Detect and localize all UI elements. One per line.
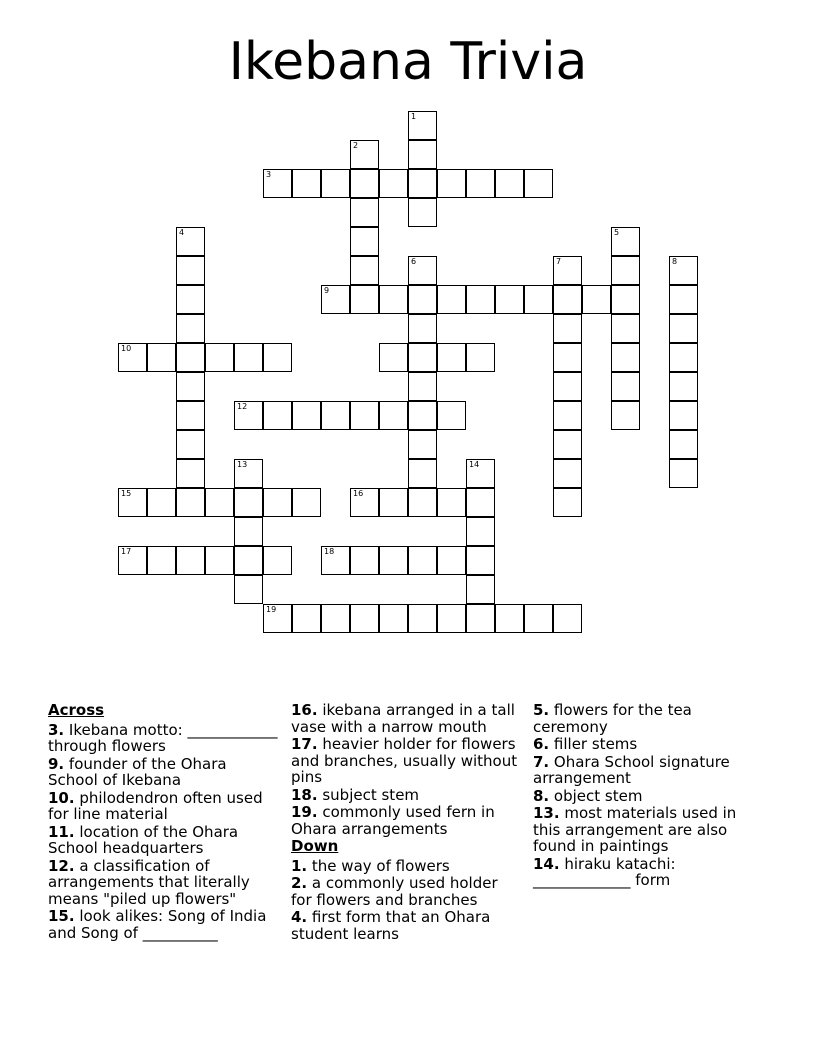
grid-cell[interactable]: [205, 343, 234, 372]
grid-cell[interactable]: [118, 546, 147, 575]
grid-cell[interactable]: [205, 546, 234, 575]
clue-across-11: 11. location of the Ohara School headquarters: [48, 822, 239, 857]
grid-cell[interactable]: [234, 488, 263, 517]
grid-cell[interactable]: [234, 575, 263, 604]
clue-down-7: 7. Ohara School signature arrangement: [533, 752, 730, 787]
grid-cell[interactable]: [437, 285, 466, 314]
grid-cell[interactable]: [147, 546, 176, 575]
clue-down-2: 2. a commonly used holder for flowers and branches: [291, 874, 498, 909]
grid-cell[interactable]: [408, 546, 437, 575]
grid-cell[interactable]: [524, 285, 553, 314]
grid-cell[interactable]: [321, 169, 350, 198]
clue-across-16: 16. ikebana arranged in a tall vase with a narrow mouth: [291, 701, 515, 736]
grid-cell[interactable]: [669, 343, 698, 372]
grid-cell[interactable]: [147, 343, 176, 372]
grid-cell[interactable]: [234, 546, 263, 575]
grid-cell[interactable]: [176, 227, 205, 256]
grid-cell[interactable]: [408, 459, 437, 488]
grid-cell[interactable]: [118, 343, 147, 372]
grid-cell[interactable]: [437, 604, 466, 633]
grid-cell[interactable]: [234, 401, 263, 430]
grid-cell[interactable]: [553, 488, 582, 517]
cell-number: 10: [121, 344, 132, 353]
grid-cell[interactable]: [350, 198, 379, 227]
grid-cell[interactable]: [669, 430, 698, 459]
cell-number: 3: [266, 170, 272, 179]
grid-cell[interactable]: [524, 169, 553, 198]
grid-cell[interactable]: [263, 488, 292, 517]
grid-cell[interactable]: [263, 604, 292, 633]
grid-cell[interactable]: [350, 488, 379, 517]
grid-cell[interactable]: [321, 401, 350, 430]
clue-down-1: 1. the way of flowers: [291, 856, 450, 875]
cell-number: 2: [353, 141, 359, 150]
grid-cell[interactable]: [379, 488, 408, 517]
grid-cell[interactable]: [176, 546, 205, 575]
grid-cell[interactable]: [379, 604, 408, 633]
grid-cell[interactable]: [321, 285, 350, 314]
down-heading: Down: [291, 837, 339, 855]
grid-cell[interactable]: [611, 401, 640, 430]
grid-cell[interactable]: [553, 430, 582, 459]
grid-cell[interactable]: [234, 517, 263, 546]
grid-cell[interactable]: [669, 256, 698, 285]
grid-cell[interactable]: [234, 459, 263, 488]
grid-cell[interactable]: [379, 546, 408, 575]
grid-cell[interactable]: [147, 488, 176, 517]
cell-number: 5: [614, 228, 620, 237]
grid-cell[interactable]: [669, 285, 698, 314]
grid-cell[interactable]: [669, 372, 698, 401]
grid-cell[interactable]: [176, 285, 205, 314]
grid-cell[interactable]: [176, 401, 205, 430]
grid-cell[interactable]: [553, 256, 582, 285]
page-title: Ikebana Trivia: [228, 32, 588, 92]
grid-cell[interactable]: [350, 604, 379, 633]
grid-cell[interactable]: [466, 488, 495, 517]
grid-cell[interactable]: [176, 343, 205, 372]
clue-across-9: 9. founder of the Ohara School of Ikebana: [48, 754, 227, 789]
grid-cell[interactable]: [350, 256, 379, 285]
cell-number: 1: [411, 112, 417, 121]
grid-cell[interactable]: [292, 401, 321, 430]
grid-cell[interactable]: [669, 314, 698, 343]
grid-cell[interactable]: [379, 169, 408, 198]
grid-cell[interactable]: [437, 169, 466, 198]
grid-cell[interactable]: [263, 169, 292, 198]
grid-cell[interactable]: [234, 343, 263, 372]
grid-cell[interactable]: [466, 169, 495, 198]
grid-cell[interactable]: [553, 343, 582, 372]
grid-cell[interactable]: [524, 604, 553, 633]
grid-cell[interactable]: [553, 459, 582, 488]
clue-down-14: 14. hiraku katachi: _____________ form: [533, 854, 676, 889]
cell-number: 15: [121, 489, 132, 498]
grid-cell[interactable]: [553, 604, 582, 633]
grid-cell[interactable]: [466, 459, 495, 488]
grid-cell[interactable]: [611, 314, 640, 343]
grid-cell[interactable]: [408, 343, 437, 372]
grid-cell[interactable]: [408, 169, 437, 198]
grid-cell[interactable]: [437, 546, 466, 575]
clues-column-3: [533, 702, 765, 890]
clue-down-13: 13. most materials used in this arrangement are also found in paintings: [533, 804, 737, 855]
grid-cell[interactable]: [263, 546, 292, 575]
grid-cell[interactable]: [611, 343, 640, 372]
clue-down-4: 4. first form that an Ohara student learns: [291, 908, 491, 943]
grid-cell[interactable]: [350, 401, 379, 430]
grid-cell[interactable]: [176, 372, 205, 401]
grid-cell[interactable]: [582, 285, 611, 314]
grid-cell[interactable]: [553, 285, 582, 314]
clue-down-8: 8. object stem: [533, 786, 643, 805]
grid-cell[interactable]: [292, 604, 321, 633]
grid-cell[interactable]: [408, 140, 437, 169]
grid-cell[interactable]: [408, 604, 437, 633]
grid-cell[interactable]: [408, 372, 437, 401]
grid-cell[interactable]: [466, 343, 495, 372]
grid-cell[interactable]: [553, 314, 582, 343]
grid-cell[interactable]: [437, 343, 466, 372]
grid-cell[interactable]: [553, 372, 582, 401]
clues-column-2: [291, 702, 523, 943]
grid-cell[interactable]: [408, 430, 437, 459]
grid-cell[interactable]: [466, 285, 495, 314]
grid-cell[interactable]: [408, 314, 437, 343]
grid-cell[interactable]: [408, 256, 437, 285]
cell-number: 9: [324, 286, 330, 295]
grid-cell[interactable]: [408, 111, 437, 140]
cell-number: 7: [556, 257, 562, 266]
grid-cell[interactable]: [176, 314, 205, 343]
grid-cell[interactable]: [495, 604, 524, 633]
grid-cell[interactable]: [176, 488, 205, 517]
grid-cell[interactable]: [408, 198, 437, 227]
clue-across-18: 18. subject stem: [291, 785, 420, 804]
grid-cell[interactable]: [553, 401, 582, 430]
grid-cell[interactable]: [350, 546, 379, 575]
cell-number: 12: [237, 402, 248, 411]
grid-cell[interactable]: [611, 227, 640, 256]
grid-cell[interactable]: [495, 285, 524, 314]
clue-down-5: 5. flowers for the tea ceremony: [533, 701, 692, 736]
cell-number: 17: [121, 547, 132, 556]
cell-number: 6: [411, 257, 417, 266]
grid-cell[interactable]: [466, 575, 495, 604]
grid-cell[interactable]: [611, 372, 640, 401]
cell-number: 13: [237, 460, 248, 469]
grid-cell[interactable]: [408, 488, 437, 517]
grid-cell[interactable]: [669, 401, 698, 430]
grid-cell[interactable]: [292, 488, 321, 517]
grid-cell[interactable]: [350, 227, 379, 256]
grid-cell[interactable]: [321, 604, 350, 633]
grid-cell[interactable]: [176, 430, 205, 459]
grid-cell[interactable]: [669, 459, 698, 488]
clue-across-10: 10. philodendron often used for line material: [48, 788, 263, 823]
grid-cell[interactable]: [321, 546, 350, 575]
grid-cell[interactable]: [611, 256, 640, 285]
grid-cell[interactable]: [350, 140, 379, 169]
cell-number: 16: [353, 489, 364, 498]
grid-cell[interactable]: [263, 401, 292, 430]
cell-number: 18: [324, 547, 335, 556]
grid-cell[interactable]: [379, 343, 408, 372]
grid-cell[interactable]: [611, 285, 640, 314]
grid-cell[interactable]: [263, 343, 292, 372]
grid-cell[interactable]: [466, 604, 495, 633]
grid-cell[interactable]: [350, 169, 379, 198]
grid-cell[interactable]: [176, 256, 205, 285]
clue-across-12: 12. a classification of arrangements that literally means "piled up flowers": [48, 856, 250, 908]
cell-number: 8: [672, 257, 678, 266]
grid-cell[interactable]: [408, 285, 437, 314]
grid-cell[interactable]: [205, 488, 234, 517]
grid-cell[interactable]: [118, 488, 147, 517]
grid-cell[interactable]: [379, 285, 408, 314]
clue-across-19: 19. commonly used fern in Ohara arrangements: [291, 803, 495, 838]
grid-cell[interactable]: [495, 169, 524, 198]
grid-cell[interactable]: [408, 401, 437, 430]
cell-number: 19: [266, 605, 277, 614]
clue-across-3: 3. Ikebana motto: ____________ through flowers: [48, 720, 278, 755]
grid-cell[interactable]: [437, 401, 466, 430]
grid-cell[interactable]: [437, 488, 466, 517]
grid-cell[interactable]: [466, 546, 495, 575]
clue-across-15: 15. look alikes: Song of India and Song of __________: [48, 907, 267, 942]
grid-cell[interactable]: [466, 517, 495, 546]
grid-cell[interactable]: [176, 459, 205, 488]
across-heading: Across: [48, 701, 105, 719]
clues-column-1: [48, 702, 280, 942]
grid-cell[interactable]: [379, 401, 408, 430]
cell-number: 4: [179, 228, 185, 237]
clue-across-17: 17. heavier holder for flowers and branches, usually without pins: [291, 735, 518, 786]
clue-down-6: 6. filler stems: [533, 735, 638, 753]
cell-number: 14: [469, 460, 480, 469]
grid-cell[interactable]: [350, 285, 379, 314]
grid-cell[interactable]: [292, 169, 321, 198]
